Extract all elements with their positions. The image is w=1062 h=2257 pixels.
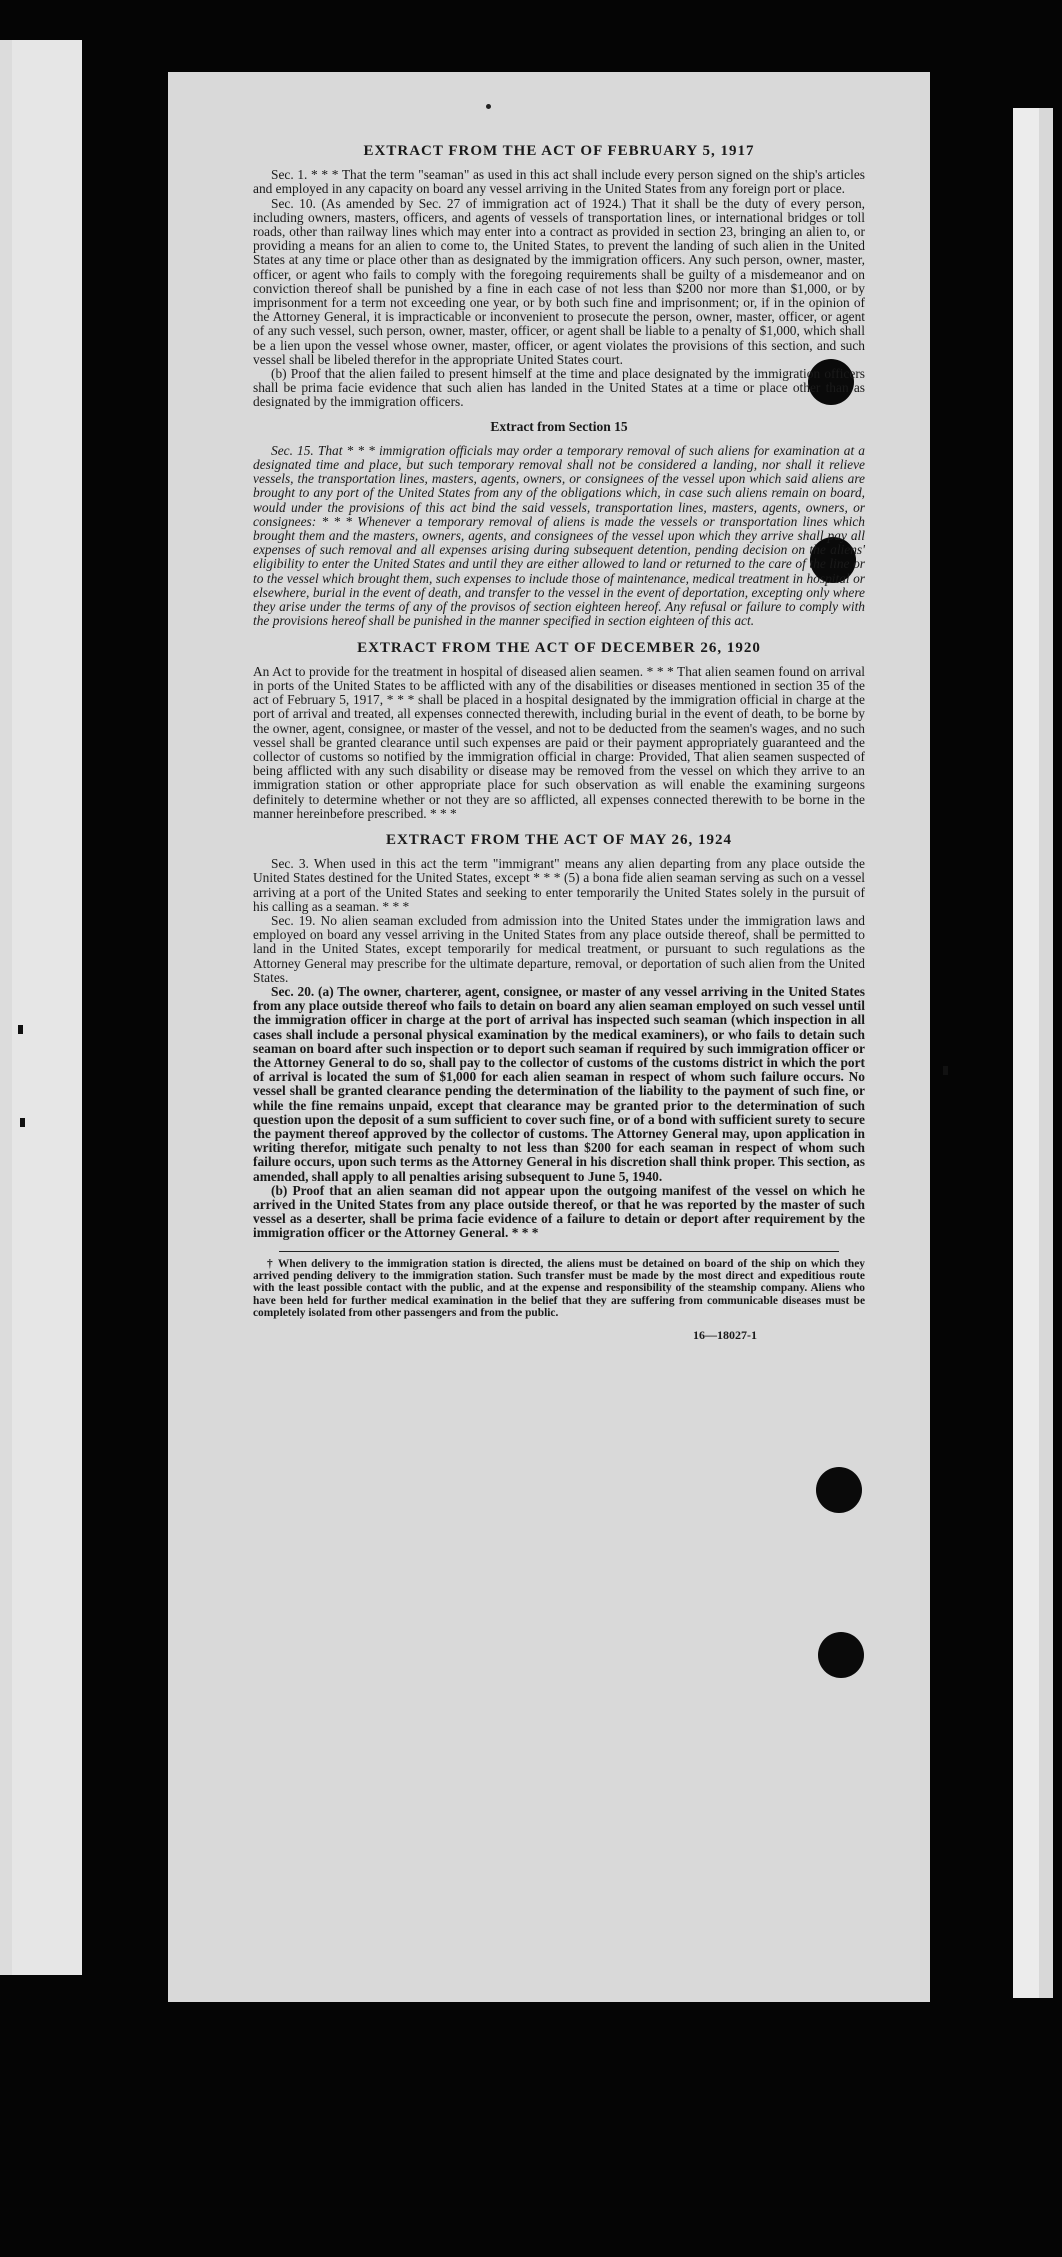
paragraph: Sec. 3. When used in this act the term "immigrant" means any alien departing from any place outside the United States destined for the United States, except * * * (5) a bona fide alien seaman serving as such on a vessel arriving at a port of the United States and seeking to enter temporarily the United States solely in the pursuit of his calling as a seaman. * * *: [253, 856, 865, 914]
edge-mark: [18, 1025, 23, 1034]
bold-paragraph: (b) Proof that an alien seaman did not appear upon the outgoing manifest of the vessel on which he arrived in the United States from any place outside thereof, or that he was reported by the master of such vessel as a deserter, shall be prima facie evidence of a failure to detain or deport after requirement by the immigration officer or the Attorney General. * * *: [253, 1182, 865, 1241]
document-page: [168, 72, 930, 2002]
right-film-strip-paper: [1013, 108, 1039, 1998]
italic-paragraph: Sec. 15. That * * * immigration officials may order a temporary removal of such aliens for examination at a designated time and place, but such temporary removal shall not be considered a landing, nor shall it relieve vessels, the transportation lines, masters, agents, owners, or consignees of the vessel upon which said aliens are brought to any port of the United States from any of the obligations which, in case such aliens remain on board, would under the provisions of this act bind the said vessels, transportation lines, masters, agents, owners, or consignees: * * * Whenever a temporary removal of aliens is made the vessels or transportation lines which brought them and the masters, owners, agents, and consignees of the vessel upon which they arrive shall pay all expenses of such removal and all expenses arising during subsequent detention, pending decision on the aliens' eligibility to enter the United States and until they are either allowed to land or returned to the care of the line or to the vessel which brought them, such expenses to include those of maintenance, medical treatment in hospital or elsewhere, burial in the event of death, and transfer to the vessel in the event of deportation, excepting only where they arise under the terms of any of the provisos of section eighteen hereof. Any refusal or failure to comply with the provisions hereof shall be punished in the manner specified in section eighteen of this act.: [253, 442, 865, 629]
punch-hole: [818, 1632, 864, 1678]
left-film-strip: [0, 40, 82, 1975]
form-number: 16—18027-1: [693, 1327, 757, 1342]
bold-paragraph: Sec. 20. (a) The owner, charterer, agent, consignee, or master of any vessel arriving in the United States from any place outside thereof who fails to detain on board any alien seaman employed on such vessel until the immigration officer in charge at the port of arrival has inspected such seaman (which inspection in all cases shall include a personal physical examination by the medical examiners), or who fails to detain such seaman on board after such inspection or to deport such seaman if required by such immigration officer or the Attorney General to do so, shall pay to the collector of customs of the customs district in which the port of arrival is located the sum of $1,000 for each alien seaman in respect of whom such failure occurs. No vessel shall be granted clearance pending the determination of the liability to the payment of such fine, or while the fine remains unpaid, except that clearance may be granted prior to the determination of such question upon the deposit of a sum sufficient to cover such fine, or of a bond with sufficient surety to secure the payment thereof approved by the collector of customs. The Attorney General may, upon application in writing therefor, mitigate such penalty to not less than $200 for each seaman in respect of whom such failure occurs, upon such terms as the Attorney General in his discretion shall think proper. This section, as amended, shall apply to all penalties arising subsequent to June 5, 1940.: [253, 983, 865, 1184]
edge-mark: [943, 1066, 948, 1075]
section-heading: EXTRACT FROM THE ACT OF FEBRUARY 5, 1917: [363, 143, 755, 159]
right-film-strip: [1013, 108, 1053, 1998]
section-heading: EXTRACT FROM THE ACT OF MAY 26, 1924: [385, 831, 733, 848]
ink-dot: [486, 104, 491, 109]
paragraph: An Act to provide for the treatment in hospital of diseased alien seamen. * * * That alien seamen found on arrival in ports of the United States to be afflicted with any of the disabilities or diseases mentioned in section 35 of the act of February 5, 1917, * * * shall be placed in a hospital designated by the immigration official in charge at the port of arrival and treated, all expenses connected therewith, including burial in the event of death, to be borne by the owner, agent, consignee, or master of the vessel, and not to be deducted from the seamen's wages, and no such vessel shall be granted clearance until such expenses are paid or their payment appropriately guaranteed and the collector of customs so notified by the immigration official in charge: Provided, That alien seamen suspected of being afflicted with any such disability or disease may be removed from the vessel on which they arrive to an immigration station or other appropriate place for such observation as will enable the examining surgeons definitely to determine whether or not they are so afflicted, all expenses connected therewith to be borne in the manner hereinbefore prescribed. * * *: [253, 663, 865, 821]
paragraph: (b) Proof that the alien failed to present himself at the time and place designated by the immigration officers shall be prima facie evidence that such alien has landed in the United States at a time or place other than as designated by the immigration officers.: [253, 366, 865, 410]
paragraph: Sec. 1. * * * That the term "seaman" as used in this act shall include every person signed on the ship's articles and employed in any capacity on board any vessel arriving in the United States from any foreign port or place.: [253, 167, 865, 197]
left-film-strip-paper: [12, 40, 82, 1975]
punch-hole: [816, 1467, 862, 1513]
footnote: † When delivery to the immigration station is directed, the aliens must be detained on board of the ship on which they arrived pending delivery to the immigration station. Such transfer must be made by the most direct and expeditious route with the least possible contact with the public, and at the expense and responsibility of the steamship company. Aliens who have been held for further medical examination in the belief that they are suffering from communicable diseases must be completely isolated from other passengers and from the public.: [253, 1257, 865, 1320]
paragraph: Sec. 10. (As amended by Sec. 27 of immigration act of 1924.) That it shall be the duty of every person, including owners, masters, officers, and agents of vessels of transportation lines, or international bridges or toll roads, other than railway lines which may enter into a contract as provided in section 23, bringing an alien to, or providing a means for an alien to come to, the United States, to prevent the landing of such alien in the United States at any time or place other than as designated by the immigration officers. Any such person, owner, master, officer, or agent who fails to comply with the foregoing requirements shall be guilty of a misdemeanor and on conviction thereof shall be punished by a fine in each case of not less than $200 nor more than $1,000, or by imprisonment for a term not exceeding one year, or by both such fine and imprisonment; or, if in the opinion of the Attorney General, it is impracticable or inconvenient to prosecute the person, owner, master, officer, or agent of any such vessel, such person, owner, master, officer, or agent shall be liable to a penalty of $1,000, which shall be a lien upon the vessel whose owner, master, officer, or agent violates the provisions of this section, and such vessel shall be libeled therefor in the appropriate United States court.: [253, 195, 865, 367]
footnote-rule: [279, 1251, 839, 1252]
section-subheading: Extract from Section 15: [490, 418, 628, 434]
document-body: [253, 142, 865, 1342]
edge-mark: [20, 1118, 25, 1127]
section-heading: EXTRACT FROM THE ACT OF DECEMBER 26, 1920: [357, 639, 761, 656]
paragraph: Sec. 19. No alien seaman excluded from admission into the United States under the immigration laws and employed on board any vessel arriving in the United States from any place outside thereof, shall be permitted to land in the United States, except temporarily for medical treatment, or pursuant to such regulations as the Attorney General may prescribe for the ultimate departure, removal, or deportation of such alien from the United States.: [253, 912, 865, 985]
